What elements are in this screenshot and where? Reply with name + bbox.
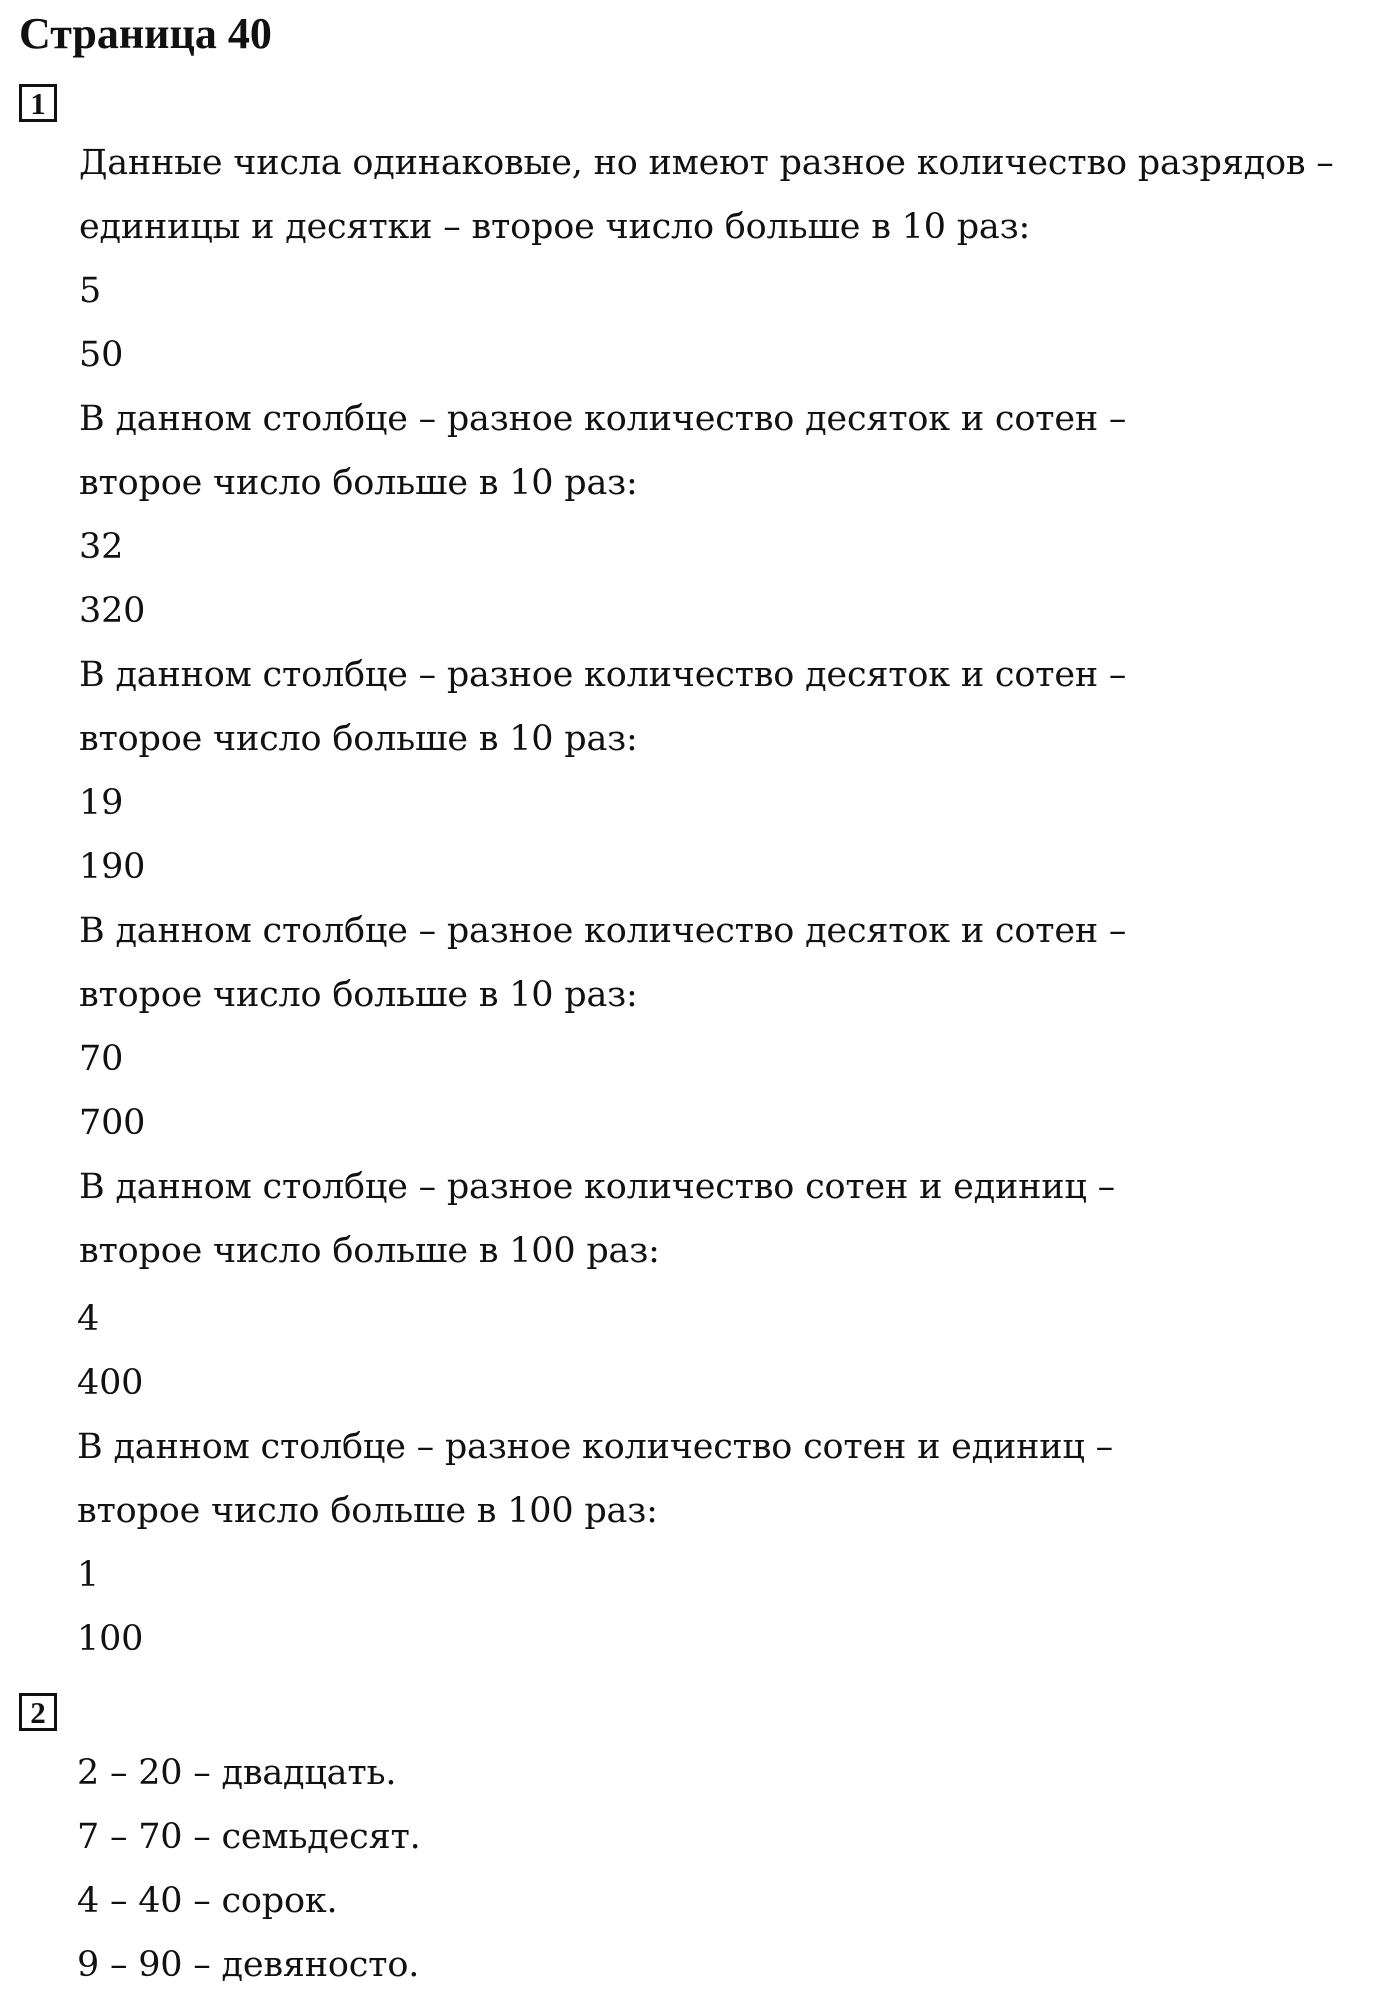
task-1-number-line: 4 bbox=[77, 1299, 100, 1339]
task-1-number-line: 190 bbox=[79, 847, 146, 887]
task-1-explanation-line: В данном столбце – разное количество десяток и сотен – bbox=[79, 911, 1127, 951]
task-2-answer-line: 7 – 70 – семьдесят. bbox=[77, 1817, 421, 1857]
task-1-number-line: 700 bbox=[79, 1103, 146, 1143]
task-1-line-intro: Данные числа одинаковые, но имеют разное количество разрядов – bbox=[79, 143, 1334, 183]
task-1-number-line: 5 bbox=[79, 271, 102, 311]
task-2-answer-line: 9 – 90 – девяносто. bbox=[77, 1945, 420, 1985]
task-1-number-line: 1 bbox=[77, 1555, 100, 1595]
task-1-explanation-line: второе число больше в 10 раз: bbox=[79, 463, 638, 503]
task-1-number-line: 320 bbox=[79, 591, 146, 631]
task-1-number-line: 400 bbox=[77, 1363, 144, 1403]
task-1-explanation-line: второе число больше в 10 раз: bbox=[79, 719, 638, 759]
task-2-answer-line: 4 – 40 – сорок. bbox=[77, 1881, 338, 1921]
task-2-number: 2 bbox=[19, 1693, 57, 1731]
task-1-explanation-line: В данном столбце – разное количество десяток и сотен – bbox=[79, 399, 1127, 439]
task-1-explanation-line: В данном столбце – разное количество сотен и единиц – bbox=[79, 1167, 1115, 1207]
page-title: Страница 40 bbox=[19, 9, 272, 58]
task-1-explanation-line: второе число больше в 10 раз: bbox=[79, 975, 638, 1015]
task-1-number: 1 bbox=[19, 84, 57, 122]
task-1-explanation-line: второе число больше в 100 раз: bbox=[77, 1491, 658, 1531]
task-1-line-intro-cont: единицы и десятки – второе число больше в 10 раз: bbox=[79, 207, 1031, 247]
task-1-number-line: 50 bbox=[79, 335, 124, 375]
task-2-answer-line: 2 – 20 – двадцать. bbox=[77, 1753, 397, 1793]
task-1-explanation-line: В данном столбце – разное количество десяток и сотен – bbox=[79, 655, 1127, 695]
task-1-number-line: 19 bbox=[79, 783, 124, 823]
task-1-number-line: 70 bbox=[79, 1039, 124, 1079]
task-1-explanation-line: второе число больше в 100 раз: bbox=[79, 1231, 660, 1271]
task-1-number-line: 100 bbox=[77, 1619, 144, 1659]
task-1-explanation-line: В данном столбце – разное количество сотен и единиц – bbox=[77, 1427, 1113, 1467]
task-1-number-line: 32 bbox=[79, 527, 124, 567]
